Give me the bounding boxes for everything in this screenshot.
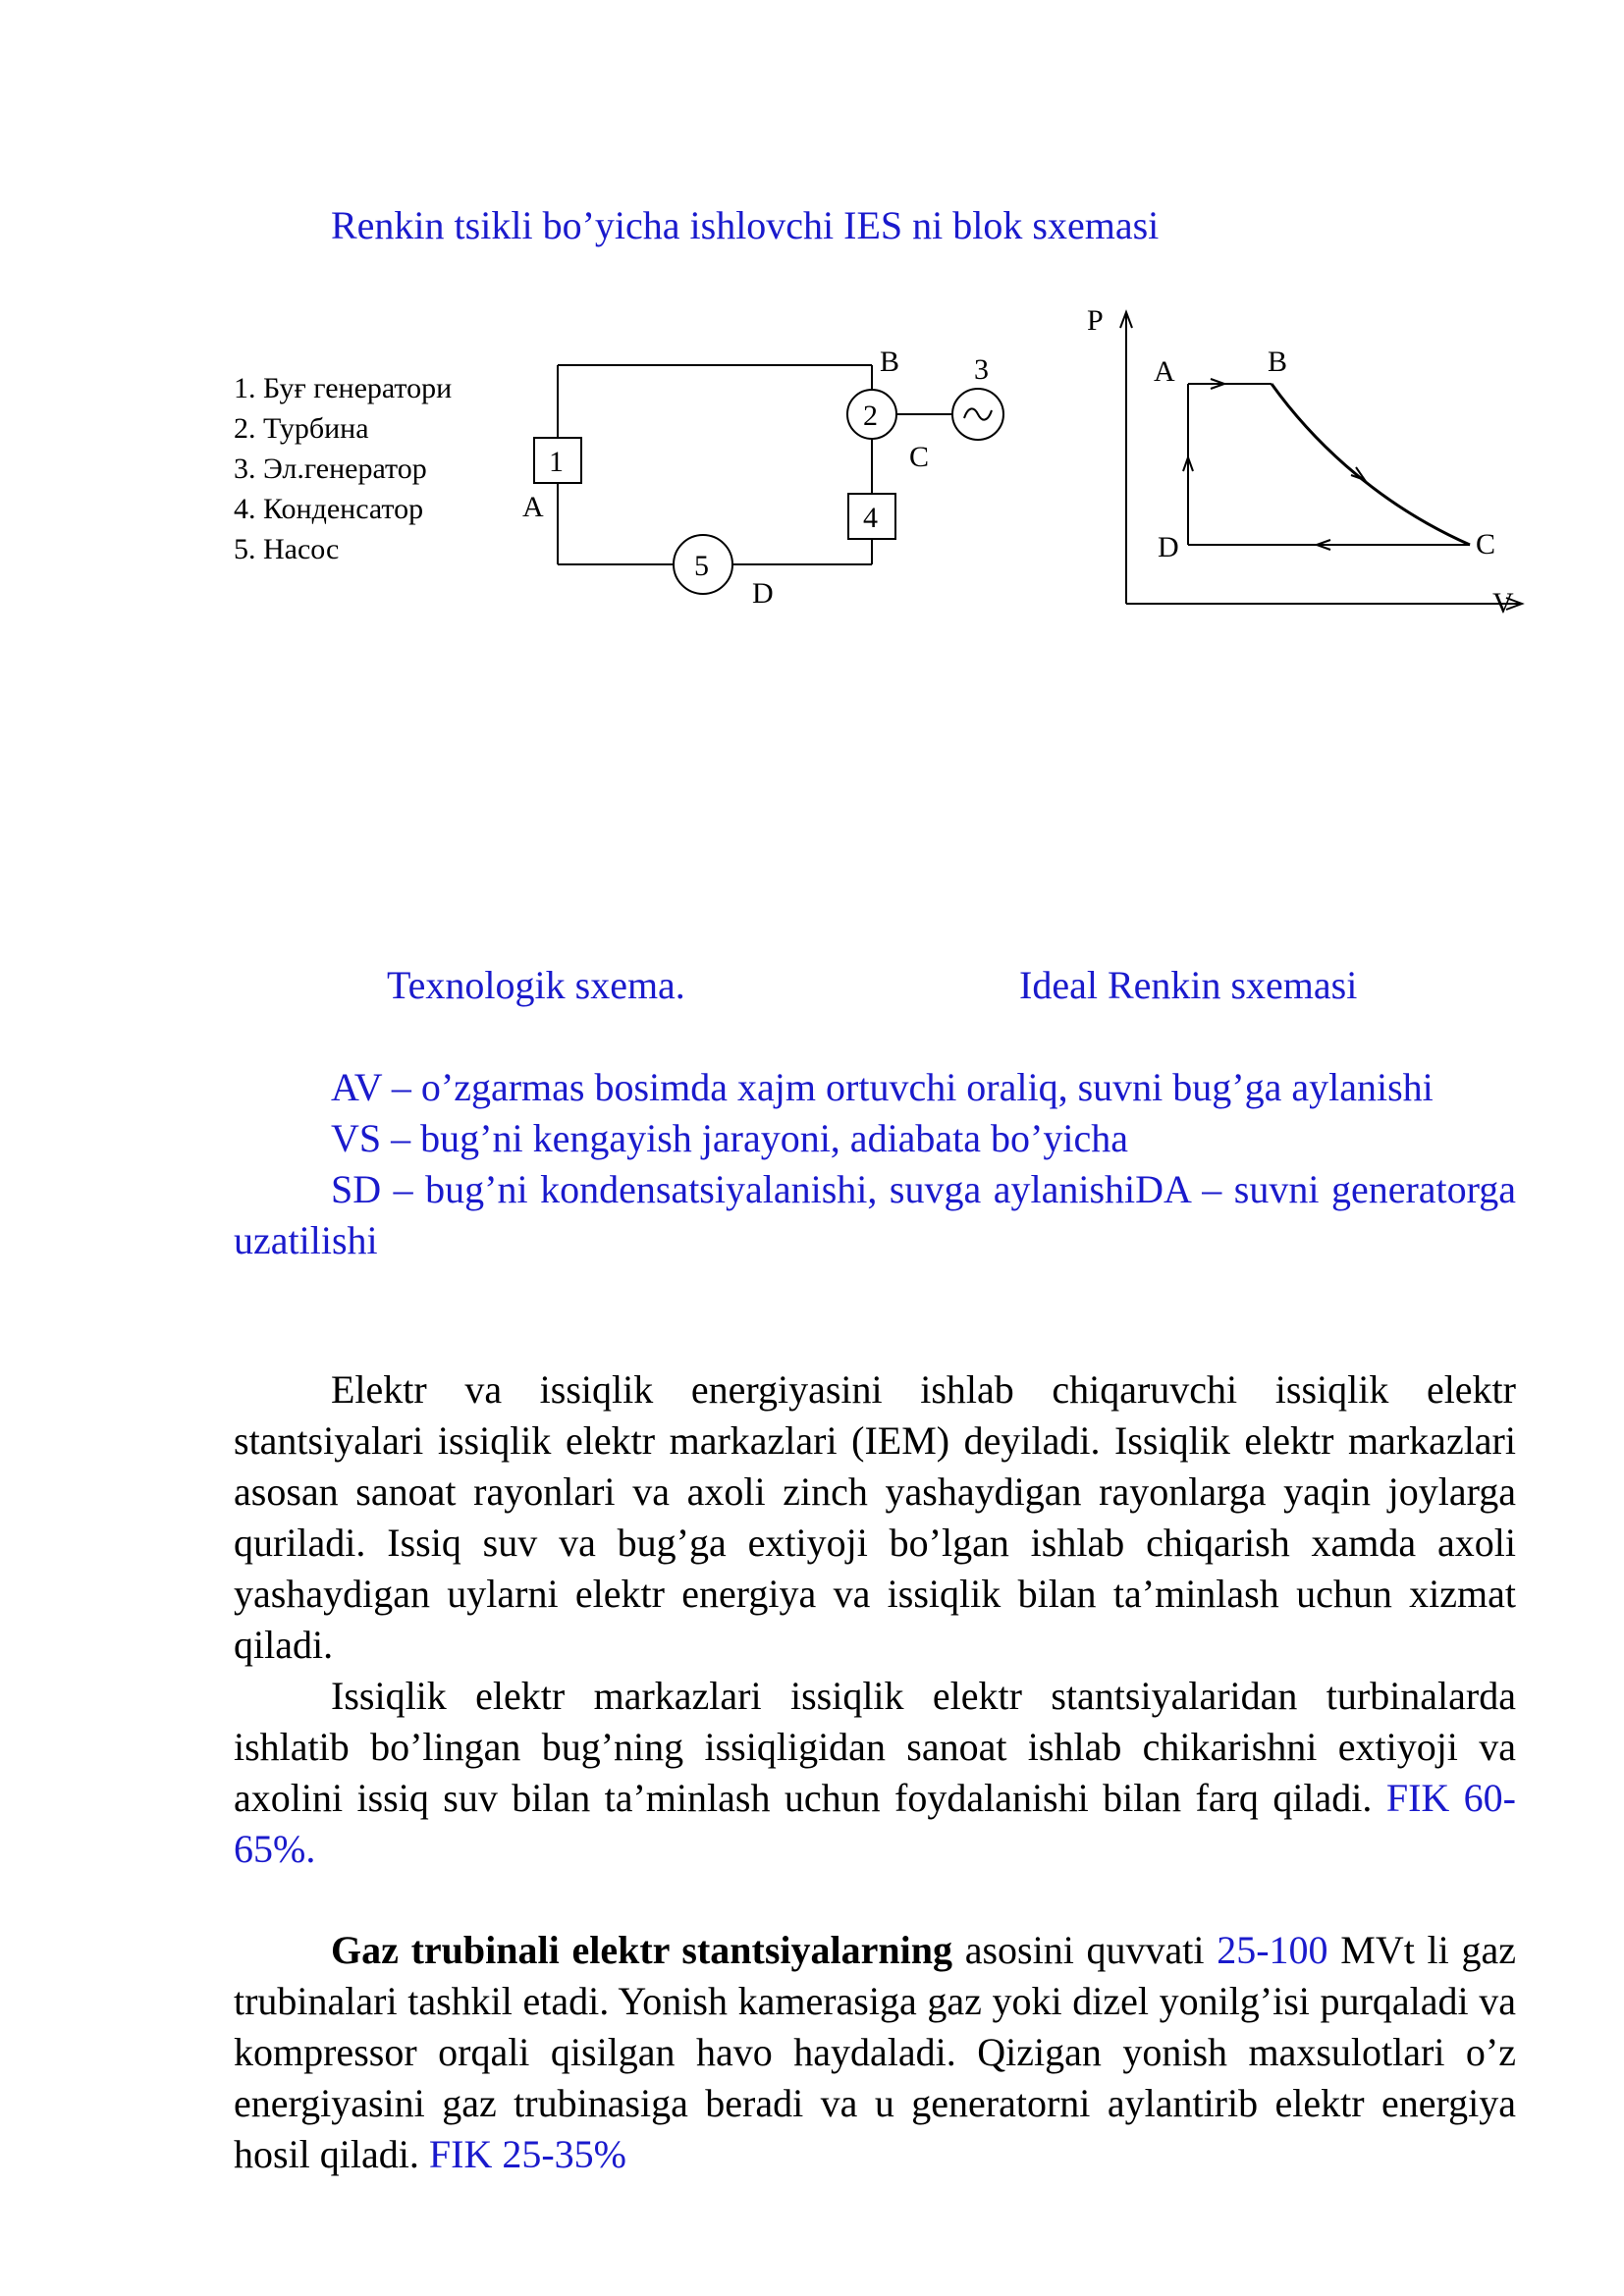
axis-v-label: V xyxy=(1492,587,1514,619)
gas-turbine-text-2: MVt li gaz trubinalari tashkil etadi. Yonish kamerasiga gaz yoki dizel yonilg’isi purqaladi va kompressor orqali qisilgan havo haydaladi. Qizigan yonish maxsulotlari o’z energiyasini gaz trubinasiga beradi va u generatorni aylantirib elektr energiya hosil qiladi. xyxy=(234,1928,1517,2176)
circle-2-label: 2 xyxy=(863,400,878,432)
pv-point-c-label: C xyxy=(1476,528,1496,561)
box-1-label: 1 xyxy=(549,446,564,478)
paragraph-gas-turbine xyxy=(234,1925,1516,2180)
gas-turbine-text-1: asosini quvvati xyxy=(964,1928,1205,1972)
legend-item: 5. Насос xyxy=(234,533,340,565)
point-c-label: C xyxy=(909,441,930,473)
circle-5-label: 5 xyxy=(694,550,709,582)
pv-point-b-label: B xyxy=(1268,346,1288,378)
gas-turbine-power: 25-100 xyxy=(1217,1928,1328,1972)
definition-sd: SD – bug’ni kondensatsiyalanishi, suvga aylanishiDA – suvni generatorga uzatilishi xyxy=(234,1167,1516,1262)
caption-technological: Texnologik sxema. xyxy=(387,963,685,1007)
point-b-label: B xyxy=(880,346,900,378)
paragraph-iem-text: Elektr va issiqlik energiyasini ishlab chiqaruvchi issiqlik elektr stantsiyalari issiqlik elektr markazlari (IEM) deyiladi. Issiqlik elektr markazlari asosan sanoat rayonlari va axoli zinch yashaydigan rayonlarga yaqin joylarga quriladi. Issiq suv va bug’ga extiyoji bo’lgan ishlab chiqarish xamda axoli yashaydigan uylarni elektr energiya va issiqlik bilan ta’minlash uchun xizmat qiladi. xyxy=(234,1367,1516,1667)
pv-point-a-label: A xyxy=(1154,355,1175,388)
pv-diagram xyxy=(1075,304,1537,628)
point-a-label: A xyxy=(522,491,544,523)
definitions-block xyxy=(234,1062,1516,1266)
legend-item: 3. Эл.генератор xyxy=(234,453,427,485)
gas-turbine-term: Gaz trubinali elektr stantsiyalarning xyxy=(331,1928,952,1972)
page-heading: Renkin tsikli bo’yicha ishlovchi IES ni blok sxemasi xyxy=(331,203,1160,247)
box-4-label: 4 xyxy=(863,502,878,534)
paragraph-iem-difference xyxy=(234,1671,1516,1875)
point-d-label: D xyxy=(752,577,774,610)
caption-ideal-rankine: Ideal Renkin sxemasi xyxy=(1019,963,1358,1007)
paragraph-iem xyxy=(234,1364,1516,1671)
definition-vs: VS – bug’ni kengayish jarayoni, adiabata bo’yicha xyxy=(331,1116,1128,1160)
definition-av: AV – o’zgarmas bosimda xajm ortuvchi oraliq, suvni bug’ga aylanishi xyxy=(331,1065,1434,1109)
legend-item: 1. Буғ генератори xyxy=(234,372,453,404)
technological-scheme-diagram xyxy=(226,344,1031,618)
pv-point-d-label: D xyxy=(1158,531,1179,563)
fik-gas-turbine: FIK 25-35% xyxy=(428,2132,626,2176)
paragraph-iem-difference-text: Issiqlik elektr markazlari issiqlik elektr stantsiyalaridan turbinalarda ishlatib bo’lingan bug’ning issiqligidan sanoat ishlab chikarishni extiyoji va axolini issiq suv bilan ta’minlash uchun foydalanishi bilan farq qiladi. xyxy=(234,1674,1516,1820)
circle-3-label: 3 xyxy=(974,353,989,386)
legend-item: 4. Конденсатор xyxy=(234,493,424,525)
axis-p-label: P xyxy=(1087,304,1104,337)
fik-iem: FIK 60-65%. xyxy=(234,1776,1517,1871)
legend-item: 2. Турбина xyxy=(234,412,369,445)
